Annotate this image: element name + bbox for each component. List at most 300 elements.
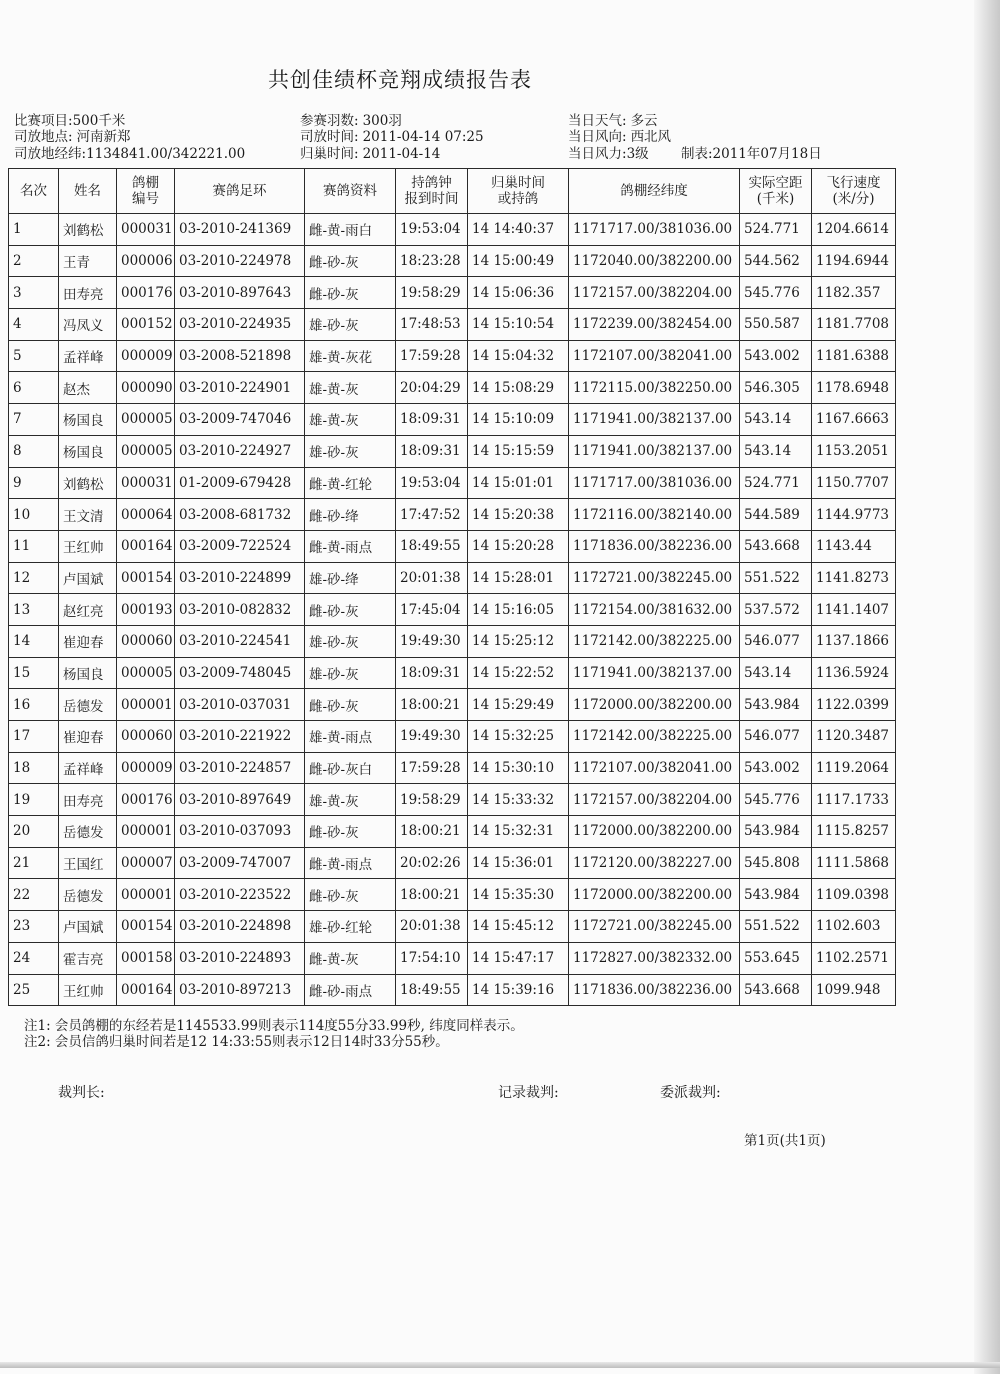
table-cell: 03-2009-747007 [175,847,305,879]
column-header: 归巢时间 或持鸽 [468,169,569,214]
table-cell: 03-2010-224927 [175,435,305,467]
table-cell: 雌-砂-灰 [305,594,396,626]
table-cell: 03-2010-223522 [175,879,305,911]
table-cell: 3 [9,277,59,309]
table-cell: 雄-砂-灰 [305,657,396,689]
meta-release-time-value: 2011-04-14 07:25 [362,129,484,145]
table-cell: 18:09:31 [396,435,468,467]
table-cell: 543.002 [740,340,812,372]
table-cell: 23 [9,911,59,943]
table-cell: 000031 [117,214,175,246]
table-cell: 543.002 [740,752,812,784]
table-cell: 000064 [117,499,175,531]
table-cell: 17:54:10 [396,942,468,974]
table-cell: 卢国斌 [59,911,117,943]
table-cell: 1172157.00/382204.00 [569,784,740,816]
table-cell: 1181.7708 [812,309,896,341]
table-cell: 17:59:28 [396,752,468,784]
meta-return-time-value: 2011-04-14 [362,146,441,162]
table-cell: 03-2010-221922 [175,721,305,753]
table-cell: 1172120.00/382227.00 [569,847,740,879]
table-cell: 000164 [117,530,175,562]
table-cell: 1171717.00/381036.00 [569,467,740,499]
table-cell: 546.077 [740,721,812,753]
table-cell: 03-2010-224899 [175,562,305,594]
table-cell: 03-2008-681732 [175,499,305,531]
table-cell: 18:00:21 [396,879,468,911]
meta-made-value: 2011年07月18日 [712,146,822,162]
table-cell: 544.589 [740,499,812,531]
table-cell: 18:49:55 [396,974,468,1006]
meta-wind-direction [568,129,671,145]
table-cell: 1141.1407 [812,594,896,626]
table-cell: 雄-砂-灰 [305,309,396,341]
table-cell: 545.808 [740,847,812,879]
table-cell: 14 14:40:37 [468,214,569,246]
table-row [9,499,896,531]
meta-return-time [300,146,440,162]
table-row [9,404,896,436]
table-row [9,689,896,721]
table-row [9,372,896,404]
table-cell: 03-2010-224541 [175,625,305,657]
table-cell: 17:45:04 [396,594,468,626]
table-cell: 赵杰 [59,372,117,404]
report-title: 共创佳绩杯竞翔成绩报告表 [268,68,532,92]
table-cell: 14 15:35:30 [468,879,569,911]
table-row [9,530,896,562]
meta-weather-value: 多云 [630,113,658,129]
table-cell: 03-2010-224978 [175,245,305,277]
table-cell: 雌-黄-雨白 [305,214,396,246]
table-cell: 03-2010-224898 [175,911,305,943]
table-cell: 03-2010-224935 [175,309,305,341]
table-cell: 1150.7707 [812,467,896,499]
table-cell: 1171941.00/382137.00 [569,657,740,689]
table-row [9,340,896,372]
table-row [9,467,896,499]
table-cell: 14 15:45:12 [468,911,569,943]
table-cell: 1111.5868 [812,847,896,879]
table-cell: 18:09:31 [396,657,468,689]
meta-release-time [300,129,484,145]
table-cell: 1172239.00/382454.00 [569,309,740,341]
table-cell: 9 [9,467,59,499]
table-cell: 14 15:01:01 [468,467,569,499]
table-cell: 1172115.00/382250.00 [569,372,740,404]
table-cell: 雄-砂-灰 [305,435,396,467]
table-cell: 17:48:53 [396,309,468,341]
table-cell: 03-2010-224857 [175,752,305,784]
page-number: 第1页(共1页) [744,1133,826,1149]
table-row [9,879,896,911]
table-cell: 03-2008-521898 [175,340,305,372]
footnote-2: 注2: 会员信鸽归巢时间若是12 14:33:55则表示12日14时33分55秒。 [24,1034,449,1050]
table-cell: 03-2010-897213 [175,974,305,1006]
table-cell: 544.562 [740,245,812,277]
table-cell: 赵红亮 [59,594,117,626]
table-cell: 19 [9,784,59,816]
table-cell: 000009 [117,752,175,784]
table-cell: 8 [9,435,59,467]
table-cell: 雌-砂-灰 [305,277,396,309]
table-cell: 537.572 [740,594,812,626]
table-cell: 545.776 [740,784,812,816]
table-cell: 19:49:30 [396,625,468,657]
meta-wind-force-value: 3级 [626,146,649,162]
column-header: 持鸽钟 报到时间 [396,169,468,214]
meta-coords [14,146,245,162]
table-cell: 25 [9,974,59,1006]
table-cell: 20:01:38 [396,911,468,943]
table-cell: 17:59:28 [396,340,468,372]
table-cell: 000006 [117,245,175,277]
table-cell: 1115.8257 [812,816,896,848]
meta-location-label: 司放地点: [14,129,73,145]
table-cell: 2 [9,245,59,277]
table-cell: 13 [9,594,59,626]
table-cell: 19:53:04 [396,467,468,499]
table-cell: 03-2010-037031 [175,689,305,721]
table-cell: 551.522 [740,562,812,594]
table-cell: 岳德发 [59,816,117,848]
table-cell: 1172000.00/382200.00 [569,689,740,721]
table-cell: 岳德发 [59,689,117,721]
meta-return-time-label: 归巢时间: [300,146,359,162]
table-cell: 1171941.00/382137.00 [569,404,740,436]
table-cell: 1136.5924 [812,657,896,689]
table-row [9,309,896,341]
table-cell: 03-2010-897649 [175,784,305,816]
table-cell: 杨国良 [59,657,117,689]
table-row [9,721,896,753]
table-cell: 000001 [117,689,175,721]
table-cell: 000154 [117,562,175,594]
table-cell: 524.771 [740,467,812,499]
table-cell: 孟祥峰 [59,752,117,784]
table-cell: 雌-砂-灰 [305,879,396,911]
table-row [9,277,896,309]
meta-event-label: 比赛项目: [14,113,73,129]
scan-edge-right [974,0,1000,1374]
table-cell: 1171941.00/382137.00 [569,435,740,467]
table-cell: 03-2010-037093 [175,816,305,848]
table-cell: 1143.44 [812,530,896,562]
table-cell: 546.305 [740,372,812,404]
table-cell: 11 [9,530,59,562]
table-cell: 7 [9,404,59,436]
table-cell: 1171836.00/382236.00 [569,530,740,562]
table-cell: 1182.357 [812,277,896,309]
table-cell: 雌-砂-灰 [305,816,396,848]
table-row [9,562,896,594]
table-cell: 000193 [117,594,175,626]
table-cell: 1172107.00/382041.00 [569,340,740,372]
table-cell: 雄-砂-红轮 [305,911,396,943]
table-cell: 12 [9,562,59,594]
table-cell: 1172827.00/382332.00 [569,942,740,974]
table-cell: 田寿亮 [59,277,117,309]
table-cell: 1141.8273 [812,562,896,594]
table-cell: 000164 [117,974,175,1006]
table-cell: 霍吉亮 [59,942,117,974]
table-cell: 22 [9,879,59,911]
table-cell: 03-2010-897643 [175,277,305,309]
table-cell: 03-2009-748045 [175,657,305,689]
table-cell: 崔迎春 [59,625,117,657]
table-cell: 1117.1733 [812,784,896,816]
table-row [9,847,896,879]
table-row [9,625,896,657]
meta-weather [568,113,658,129]
table-cell: 雄-黄-灰花 [305,340,396,372]
table-cell: 20:04:29 [396,372,468,404]
table-cell: 15 [9,657,59,689]
table-cell: 543.668 [740,974,812,1006]
table-cell: 000031 [117,467,175,499]
table-cell: 雌-砂-灰白 [305,752,396,784]
table-cell: 14 15:10:09 [468,404,569,436]
table-cell: 000154 [117,911,175,943]
table-cell: 543.14 [740,435,812,467]
table-cell: 14 15:39:16 [468,974,569,1006]
table-cell: 000005 [117,404,175,436]
table-cell: 雄-黄-灰 [305,404,396,436]
table-cell: 刘鹤松 [59,467,117,499]
table-cell: 24 [9,942,59,974]
table-cell: 1172157.00/382204.00 [569,277,740,309]
table-cell: 000007 [117,847,175,879]
table-cell: 19:49:30 [396,721,468,753]
table-cell: 岳德发 [59,879,117,911]
table-cell: 03-2010-224893 [175,942,305,974]
table-cell: 1172154.00/381632.00 [569,594,740,626]
table-cell: 1102.603 [812,911,896,943]
table-cell: 17:47:52 [396,499,468,531]
table-cell: 雌-黄-灰 [305,942,396,974]
table-cell: 000001 [117,816,175,848]
table-cell: 543.14 [740,657,812,689]
table-cell: 雌-黄-雨点 [305,530,396,562]
chief-referee-label: 裁判长: [58,1085,105,1101]
table-row [9,974,896,1006]
column-header: 鸽棚 编号 [117,169,175,214]
table-cell: 14 [9,625,59,657]
table-cell: 000060 [117,721,175,753]
table-cell: 21 [9,847,59,879]
table-cell: 1172000.00/382200.00 [569,879,740,911]
table-cell: 14 15:32:31 [468,816,569,848]
table-cell: 雄-黄-灰 [305,784,396,816]
table-cell: 14 15:16:05 [468,594,569,626]
table-row [9,911,896,943]
table-cell: 王红帅 [59,974,117,1006]
table-header-row [9,169,896,214]
table-cell: 刘鹤松 [59,214,117,246]
table-cell: 1172116.00/382140.00 [569,499,740,531]
table-row [9,245,896,277]
table-cell: 雄-砂-灰 [305,625,396,657]
table-cell: 孟祥峰 [59,340,117,372]
table-cell: 1172107.00/382041.00 [569,752,740,784]
table-cell: 000152 [117,309,175,341]
table-cell: 1144.9773 [812,499,896,531]
table-cell: 1137.1866 [812,625,896,657]
meta-location [14,129,131,145]
table-row [9,816,896,848]
table-cell: 000005 [117,435,175,467]
table-cell: 1120.3487 [812,721,896,753]
column-header: 鸽棚经纬度 [569,169,740,214]
table-cell: 17 [9,721,59,753]
table-cell: 18:00:21 [396,689,468,721]
table-cell: 14 15:20:38 [468,499,569,531]
table-cell: 1119.2064 [812,752,896,784]
table-cell: 王国红 [59,847,117,879]
table-row [9,784,896,816]
table-cell: 卢国斌 [59,562,117,594]
column-header: 赛鸽资料 [305,169,396,214]
table-cell: 000158 [117,942,175,974]
table-cell: 杨国良 [59,435,117,467]
table-row [9,942,896,974]
meta-wind-force-label: 当日风力: [568,146,627,162]
table-cell: 1194.6944 [812,245,896,277]
table-cell: 18:09:31 [396,404,468,436]
table-cell: 雌-砂-雨点 [305,974,396,1006]
table-cell: 000001 [117,879,175,911]
table-cell: 14 15:10:54 [468,309,569,341]
meta-entries-label: 参赛羽数: [300,113,359,129]
table-body [9,214,896,1006]
table-cell: 4 [9,309,59,341]
table-cell: 000176 [117,277,175,309]
table-row [9,214,896,246]
table-cell: 1122.0399 [812,689,896,721]
table-cell: 18 [9,752,59,784]
table-cell: 雄-黄-灰 [305,372,396,404]
table-cell: 崔迎春 [59,721,117,753]
table-cell: 01-2009-679428 [175,467,305,499]
table-row [9,752,896,784]
column-header: 实际空距 (千米) [740,169,812,214]
table-cell: 543.14 [740,404,812,436]
table-cell: 553.645 [740,942,812,974]
table-cell: 19:58:29 [396,277,468,309]
table-cell: 14 15:20:28 [468,530,569,562]
table-cell: 18:49:55 [396,530,468,562]
table-cell: 1171717.00/381036.00 [569,214,740,246]
column-header: 姓名 [59,169,117,214]
table-cell: 000090 [117,372,175,404]
table-cell: 14 15:08:29 [468,372,569,404]
table-cell: 14 15:06:36 [468,277,569,309]
table-cell: 545.776 [740,277,812,309]
table-cell: 19:58:29 [396,784,468,816]
table-cell: 14 15:15:59 [468,435,569,467]
table-cell: 000176 [117,784,175,816]
table-cell: 1 [9,214,59,246]
meta-event [14,113,125,129]
table-cell: 18:00:21 [396,816,468,848]
table-cell: 03-2010-082832 [175,594,305,626]
table-cell: 18:23:28 [396,245,468,277]
table-cell: 10 [9,499,59,531]
meta-release-time-label: 司放时间: [300,129,359,145]
meta-location-value: 河南新郑 [76,129,131,145]
meta-wind-force [568,146,822,162]
table-cell: 1102.2571 [812,942,896,974]
table-cell: 546.077 [740,625,812,657]
table-cell: 543.984 [740,816,812,848]
table-cell: 1204.6614 [812,214,896,246]
table-cell: 雄-砂-绛 [305,562,396,594]
table-cell: 王青 [59,245,117,277]
table-cell: 6 [9,372,59,404]
column-header: 名次 [9,169,59,214]
table-cell: 1167.6663 [812,404,896,436]
table-cell: 551.522 [740,911,812,943]
table-cell: 雌-砂-灰 [305,689,396,721]
table-cell: 1172721.00/382245.00 [569,911,740,943]
table-cell: 王红帅 [59,530,117,562]
table-cell: 雄-黄-雨点 [305,721,396,753]
meta-weather-label: 当日天气: [568,113,627,129]
table-cell: 14 15:00:49 [468,245,569,277]
table-cell: 19:53:04 [396,214,468,246]
table-cell: 03-2010-241369 [175,214,305,246]
footnote-1: 注1: 会员鸽棚的东经若是1145533.99则表示114度55分33.99秒, 纬度同样表示。 [24,1018,524,1034]
table-cell: 14 15:33:32 [468,784,569,816]
table-cell: 20:01:38 [396,562,468,594]
table-cell: 雌-砂-绛 [305,499,396,531]
table-cell: 雌-黄-雨点 [305,847,396,879]
table-cell: 1099.948 [812,974,896,1006]
column-header: 飞行速度 (米/分) [812,169,896,214]
results-table [8,168,896,1006]
meta-entries [300,113,402,129]
table-cell: 杨国良 [59,404,117,436]
table-cell: 王文清 [59,499,117,531]
table-cell: 1109.0398 [812,879,896,911]
table-cell: 524.771 [740,214,812,246]
table-cell: 20 [9,816,59,848]
table-cell: 14 15:32:25 [468,721,569,753]
table-cell: 冯凤义 [59,309,117,341]
table-cell: 20:02:26 [396,847,468,879]
table-cell: 14 15:36:01 [468,847,569,879]
meta-wind-direction-label: 当日风向: [568,129,627,145]
table-cell: 1172142.00/382225.00 [569,625,740,657]
table-cell: 14 15:29:49 [468,689,569,721]
table-row [9,657,896,689]
table-cell: 03-2010-224901 [175,372,305,404]
table-cell: 543.984 [740,689,812,721]
table-cell: 14 15:47:17 [468,942,569,974]
table-cell: 000009 [117,340,175,372]
table-cell: 16 [9,689,59,721]
table-cell: 550.587 [740,309,812,341]
table-cell: 1172142.00/382225.00 [569,721,740,753]
meta-event-value: 500千米 [72,113,126,129]
table-cell: 14 15:04:32 [468,340,569,372]
table-row [9,594,896,626]
table-cell: 543.984 [740,879,812,911]
table-cell: 14 15:22:52 [468,657,569,689]
table-cell: 1178.6948 [812,372,896,404]
footnotes [24,1018,524,1050]
appointed-referee-label: 委派裁判: [660,1085,721,1101]
